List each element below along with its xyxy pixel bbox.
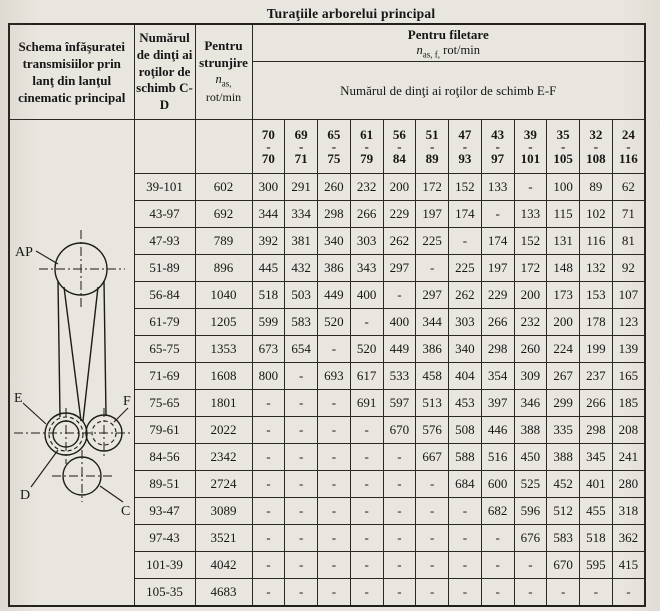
threading-speed-cell: 415 xyxy=(612,552,645,579)
threading-speed-cell: - xyxy=(481,579,514,606)
threading-speed-cell: 588 xyxy=(449,444,482,471)
ef-ratio-header: 51 - 89 xyxy=(416,120,449,174)
threading-speed-cell: 450 xyxy=(514,444,547,471)
threading-speed-cell: 518 xyxy=(252,282,285,309)
spindle-speed-table xyxy=(8,23,646,607)
threading-speed-cell: 344 xyxy=(416,309,449,336)
empty-cell xyxy=(195,120,252,174)
threading-speed-cell: - xyxy=(318,525,351,552)
threading-speed-cell: 597 xyxy=(383,390,416,417)
cd-teeth-cell: 93-47 xyxy=(134,498,195,525)
threading-speed-cell: 297 xyxy=(383,255,416,282)
threading-speed-cell: - xyxy=(449,525,482,552)
cd-teeth-cell: 39-101 xyxy=(134,174,195,201)
threading-speed-cell: - xyxy=(416,255,449,282)
turning-speed-cell: 2724 xyxy=(195,471,252,498)
threading-speed-cell: 684 xyxy=(449,471,482,498)
threading-title: Pentru filetare xyxy=(407,26,489,42)
threading-speed-cell: 266 xyxy=(350,201,383,228)
threading-speed-cell: 340 xyxy=(318,228,351,255)
threading-speed-cell: 346 xyxy=(514,390,547,417)
turning-speed-cell: 692 xyxy=(195,201,252,228)
turning-speed-cell: 1608 xyxy=(195,363,252,390)
threading-speed-cell: - xyxy=(350,525,383,552)
threading-speed-cell: 153 xyxy=(580,282,613,309)
ef-ratio-header: 39 - 101 xyxy=(514,120,547,174)
threading-speed-cell: 520 xyxy=(350,336,383,363)
threading-speed-cell: 667 xyxy=(416,444,449,471)
cd-teeth-cell: 101-39 xyxy=(134,552,195,579)
threading-speed-cell: 297 xyxy=(416,282,449,309)
threading-speed-cell: 508 xyxy=(449,417,482,444)
ef-ratio-header: 56 - 84 xyxy=(383,120,416,174)
chain-line xyxy=(104,281,106,415)
threading-speed-cell: - xyxy=(383,282,416,309)
threading-speed-cell: 115 xyxy=(547,201,580,228)
threading-speed-cell: - xyxy=(383,471,416,498)
threading-speed-cell: 185 xyxy=(612,390,645,417)
chain-line xyxy=(83,287,98,421)
turning-speed-cell: 1040 xyxy=(195,282,252,309)
threading-speed-cell: 599 xyxy=(252,309,285,336)
threading-speed-cell: 432 xyxy=(285,255,318,282)
threading-speed-cell: - xyxy=(318,417,351,444)
threading-speed-cell: 300 xyxy=(252,174,285,201)
threading-speed-cell: 452 xyxy=(547,471,580,498)
threading-speed-cell: - xyxy=(514,174,547,201)
threading-speed-cell: - xyxy=(416,525,449,552)
turning-speed-cell: 3521 xyxy=(195,525,252,552)
turning-title: Pentru strunjire xyxy=(199,38,248,70)
threading-speed-cell: 241 xyxy=(612,444,645,471)
threading-speed-cell: 445 xyxy=(252,255,285,282)
threading-speed-cell: - xyxy=(449,498,482,525)
threading-speed-cell: 518 xyxy=(580,525,613,552)
threading-speed-cell: 388 xyxy=(514,417,547,444)
turning-symbol: $n_{as,}$ xyxy=(215,72,232,89)
threading-speed-cell: - xyxy=(252,498,285,525)
ef-ratio-header: 69 - 71 xyxy=(285,120,318,174)
threading-speed-cell: 343 xyxy=(350,255,383,282)
turning-speed-cell: 896 xyxy=(195,255,252,282)
threading-speed-cell: 299 xyxy=(547,390,580,417)
threading-speed-cell: 224 xyxy=(547,336,580,363)
threading-speed-cell: - xyxy=(252,552,285,579)
threading-speed-cell: - xyxy=(547,579,580,606)
threading-speed-cell: 298 xyxy=(580,417,613,444)
label-c: C xyxy=(121,504,131,519)
threading-speed-header xyxy=(252,24,645,62)
threading-speed-cell: 381 xyxy=(285,228,318,255)
threading-speed-cell: 267 xyxy=(547,363,580,390)
threading-speed-cell: 174 xyxy=(449,201,482,228)
turning-unit: rot/min xyxy=(205,90,242,105)
threading-speed-cell: 298 xyxy=(481,336,514,363)
ef-ratio-header: 47 - 93 xyxy=(449,120,482,174)
threading-speed-cell: 200 xyxy=(547,309,580,336)
threading-speed-cell: 596 xyxy=(514,498,547,525)
threading-speed-cell: 102 xyxy=(580,201,613,228)
threading-speed-cell: 200 xyxy=(514,282,547,309)
threading-speed-cell: - xyxy=(383,444,416,471)
threading-speed-cell: - xyxy=(252,579,285,606)
threading-speed-cell: 123 xyxy=(612,309,645,336)
threading-speed-cell: - xyxy=(383,525,416,552)
threading-speed-cell: - xyxy=(481,201,514,228)
threading-speed-cell: 617 xyxy=(350,363,383,390)
threading-speed-cell: 309 xyxy=(514,363,547,390)
threading-speed-cell: 262 xyxy=(383,228,416,255)
threading-speed-cell: 404 xyxy=(449,363,482,390)
leader-c xyxy=(100,486,123,502)
label-f: F xyxy=(123,394,131,409)
threading-speed-cell: - xyxy=(612,579,645,606)
threading-speed-cell: - xyxy=(318,390,351,417)
ef-ratio-header: 61 - 79 xyxy=(350,120,383,174)
threading-speed-cell: - xyxy=(252,444,285,471)
ef-ratio-header: 43 - 97 xyxy=(481,120,514,174)
threading-speed-cell: 388 xyxy=(547,444,580,471)
threading-speed-cell: 199 xyxy=(580,336,613,363)
threading-speed-cell: 446 xyxy=(481,417,514,444)
threading-speed-cell: 453 xyxy=(449,390,482,417)
cd-teeth-cell: 51-89 xyxy=(134,255,195,282)
threading-speed-cell: - xyxy=(514,552,547,579)
ef-ratio-header: 65 - 75 xyxy=(318,120,351,174)
threading-speed-cell: 225 xyxy=(449,255,482,282)
threading-speed-cell: 89 xyxy=(580,174,613,201)
threading-speed-cell: 400 xyxy=(350,282,383,309)
threading-speed-cell: 148 xyxy=(547,255,580,282)
threading-speed-cell: - xyxy=(514,579,547,606)
threading-speed-cell: 318 xyxy=(612,498,645,525)
threading-speed-cell: 600 xyxy=(481,471,514,498)
threading-speed-cell: 362 xyxy=(612,525,645,552)
threading-speed-cell: 691 xyxy=(350,390,383,417)
threading-speed-cell: - xyxy=(416,579,449,606)
threading-speed-cell: - xyxy=(350,309,383,336)
threading-speed-cell: 516 xyxy=(481,444,514,471)
threading-speed-cell: 260 xyxy=(318,174,351,201)
threading-speed-cell: 520 xyxy=(318,309,351,336)
ef-ratio-header: 35 - 105 xyxy=(547,120,580,174)
threading-speed-cell: 232 xyxy=(350,174,383,201)
threading-speed-cell: 345 xyxy=(580,444,613,471)
turning-speed-cell: 1205 xyxy=(195,309,252,336)
threading-speed-cell: 132 xyxy=(580,255,613,282)
leader-ap xyxy=(36,251,58,264)
threading-speed-cell: 229 xyxy=(383,201,416,228)
threading-speed-cell: - xyxy=(350,552,383,579)
threading-speed-cell: 654 xyxy=(285,336,318,363)
threading-speed-cell: 152 xyxy=(514,228,547,255)
turning-speed-cell: 602 xyxy=(195,174,252,201)
threading-speed-cell: 116 xyxy=(580,228,613,255)
threading-speed-cell: 266 xyxy=(580,390,613,417)
cd-teeth-header: Numărul de dinţi ai roţilor de schimb C-D xyxy=(134,24,195,120)
threading-speed-cell: 392 xyxy=(252,228,285,255)
threading-speed-cell: - xyxy=(416,471,449,498)
threading-speed-cell: - xyxy=(449,228,482,255)
turning-speed-cell: 4042 xyxy=(195,552,252,579)
chain-diagram xyxy=(11,120,133,601)
speed-table-body xyxy=(9,24,645,606)
threading-speed-cell: 354 xyxy=(481,363,514,390)
threading-speed-cell: - xyxy=(350,417,383,444)
threading-speed-cell: 208 xyxy=(612,417,645,444)
threading-speed-cell: - xyxy=(481,552,514,579)
threading-speed-cell: 197 xyxy=(481,255,514,282)
threading-speed-cell: 172 xyxy=(416,174,449,201)
threading-speed-cell: 100 xyxy=(547,174,580,201)
threading-symbol: $n_{as, f,}$ rot/min xyxy=(416,42,480,60)
turning-speed-cell: 2342 xyxy=(195,444,252,471)
threading-speed-cell: 670 xyxy=(547,552,580,579)
threading-speed-cell: 81 xyxy=(612,228,645,255)
threading-speed-cell: 670 xyxy=(383,417,416,444)
leader-f xyxy=(114,408,128,422)
threading-speed-cell: - xyxy=(318,498,351,525)
threading-speed-cell: - xyxy=(416,552,449,579)
threading-speed-cell: 131 xyxy=(547,228,580,255)
threading-speed-cell: - xyxy=(285,579,318,606)
threading-speed-cell: - xyxy=(318,471,351,498)
threading-speed-cell: 62 xyxy=(612,174,645,201)
ef-ratio-header: 24 - 116 xyxy=(612,120,645,174)
turning-speed-cell: 4683 xyxy=(195,579,252,606)
turning-speed-cell: 1353 xyxy=(195,336,252,363)
threading-speed-cell: - xyxy=(285,525,318,552)
threading-speed-cell: 455 xyxy=(580,498,613,525)
threading-speed-cell: 174 xyxy=(481,228,514,255)
threading-speed-cell: 533 xyxy=(383,363,416,390)
cd-teeth-cell: 75-65 xyxy=(134,390,195,417)
threading-speed-cell: 260 xyxy=(514,336,547,363)
threading-speed-cell: 107 xyxy=(612,282,645,309)
threading-speed-cell: 172 xyxy=(514,255,547,282)
threading-speed-cell: 335 xyxy=(547,417,580,444)
threading-speed-cell: - xyxy=(285,552,318,579)
threading-speed-cell: 225 xyxy=(416,228,449,255)
threading-speed-cell: 800 xyxy=(252,363,285,390)
threading-speed-cell: 400 xyxy=(383,309,416,336)
threading-speed-cell: 71 xyxy=(612,201,645,228)
threading-speed-cell: 583 xyxy=(285,309,318,336)
threading-speed-cell: - xyxy=(383,552,416,579)
threading-speed-cell: 197 xyxy=(416,201,449,228)
threading-speed-cell: - xyxy=(350,498,383,525)
threading-speed-cell: 401 xyxy=(580,471,613,498)
threading-speed-cell: - xyxy=(252,471,285,498)
threading-speed-cell: - xyxy=(285,417,318,444)
threading-speed-cell: - xyxy=(285,471,318,498)
threading-speed-cell: - xyxy=(449,579,482,606)
threading-speed-cell: 262 xyxy=(449,282,482,309)
threading-speed-cell: 503 xyxy=(285,282,318,309)
threading-speed-cell: 165 xyxy=(612,363,645,390)
threading-speed-cell: 458 xyxy=(416,363,449,390)
threading-speed-cell: - xyxy=(318,552,351,579)
threading-speed-cell: - xyxy=(383,498,416,525)
leader-d xyxy=(31,450,58,487)
threading-speed-cell: - xyxy=(285,444,318,471)
threading-speed-cell: 583 xyxy=(547,525,580,552)
turning-speed-cell: 789 xyxy=(195,228,252,255)
turning-speed-cell: 3089 xyxy=(195,498,252,525)
threading-speed-cell: 673 xyxy=(252,336,285,363)
threading-speed-cell: 173 xyxy=(547,282,580,309)
gear-ratio-header-row xyxy=(9,120,645,174)
threading-speed-cell: 266 xyxy=(481,309,514,336)
threading-speed-cell: - xyxy=(580,579,613,606)
threading-speed-cell: 178 xyxy=(580,309,613,336)
cd-teeth-cell: 56-84 xyxy=(134,282,195,309)
threading-speed-cell: 152 xyxy=(449,174,482,201)
cd-teeth-cell: 43-97 xyxy=(134,201,195,228)
turning-speed-cell: 2022 xyxy=(195,417,252,444)
threading-speed-cell: - xyxy=(285,498,318,525)
label-e: E xyxy=(14,391,23,406)
label-d: D xyxy=(20,488,31,503)
threading-speed-cell: 133 xyxy=(514,201,547,228)
threading-speed-cell: - xyxy=(318,336,351,363)
threading-speed-cell: 449 xyxy=(383,336,416,363)
threading-speed-cell: - xyxy=(318,444,351,471)
threading-speed-cell: 92 xyxy=(612,255,645,282)
header-row-1 xyxy=(9,24,645,62)
cd-teeth-cell: 71-69 xyxy=(134,363,195,390)
threading-speed-cell: 449 xyxy=(318,282,351,309)
threading-speed-cell: 682 xyxy=(481,498,514,525)
threading-speed-cell: 298 xyxy=(318,201,351,228)
threading-speed-cell: - xyxy=(481,525,514,552)
threading-speed-cell: 513 xyxy=(416,390,449,417)
cd-teeth-cell: 61-79 xyxy=(134,309,195,336)
threading-speed-cell: 280 xyxy=(612,471,645,498)
threading-speed-cell: 139 xyxy=(612,336,645,363)
cd-teeth-cell: 84-56 xyxy=(134,444,195,471)
cd-teeth-cell: 89-51 xyxy=(134,471,195,498)
threading-speed-cell: - xyxy=(449,552,482,579)
ef-ratio-header: 70 - 70 xyxy=(252,120,285,174)
turning-speed-header xyxy=(195,24,252,120)
cd-teeth-cell: 65-75 xyxy=(134,336,195,363)
threading-speed-cell: - xyxy=(252,390,285,417)
threading-speed-cell: 512 xyxy=(547,498,580,525)
page-title: Turaţiile arborelui principal xyxy=(266,6,436,21)
cd-teeth-cell: 105-35 xyxy=(134,579,195,606)
threading-speed-cell: 200 xyxy=(383,174,416,201)
chain-line xyxy=(58,281,60,417)
threading-speed-cell: - xyxy=(383,579,416,606)
cd-teeth-cell: 97-43 xyxy=(134,525,195,552)
threading-speed-cell: 525 xyxy=(514,471,547,498)
threading-speed-cell: 386 xyxy=(416,336,449,363)
cd-teeth-cell: 47-93 xyxy=(134,228,195,255)
empty-cell xyxy=(134,120,195,174)
threading-speed-cell: 334 xyxy=(285,201,318,228)
threading-speed-cell: 576 xyxy=(416,417,449,444)
threading-speed-cell: - xyxy=(285,390,318,417)
threading-speed-cell: - xyxy=(318,579,351,606)
turning-speed-cell: 1801 xyxy=(195,390,252,417)
threading-speed-cell: - xyxy=(350,579,383,606)
threading-speed-cell: 693 xyxy=(318,363,351,390)
threading-speed-cell: 595 xyxy=(580,552,613,579)
threading-speed-cell: 133 xyxy=(481,174,514,201)
threading-speed-cell: 386 xyxy=(318,255,351,282)
threading-speed-cell: 229 xyxy=(481,282,514,309)
schema-header: Schema înfăşuratei transmisiilor prin lanţ din lanţul cinematic principal xyxy=(9,24,134,120)
threading-speed-cell: - xyxy=(252,525,285,552)
threading-speed-cell: 344 xyxy=(252,201,285,228)
threading-speed-cell: - xyxy=(350,444,383,471)
ef-ratio-header: 32 - 108 xyxy=(580,120,613,174)
threading-speed-cell: 340 xyxy=(449,336,482,363)
threading-speed-cell: 291 xyxy=(285,174,318,201)
threading-speed-cell: - xyxy=(416,498,449,525)
ef-teeth-header: Numărul de dinţi ai roţilor de schimb E-F xyxy=(252,62,645,120)
threading-speed-cell: 232 xyxy=(514,309,547,336)
diagram-cell xyxy=(9,120,134,607)
cd-teeth-cell: 79-61 xyxy=(134,417,195,444)
threading-speed-cell: 397 xyxy=(481,390,514,417)
chain-line xyxy=(64,287,81,421)
threading-speed-cell: 303 xyxy=(350,228,383,255)
leader-e xyxy=(23,403,46,424)
threading-speed-cell: - xyxy=(285,363,318,390)
threading-speed-cell: - xyxy=(350,471,383,498)
threading-speed-cell: - xyxy=(252,417,285,444)
threading-speed-cell: 303 xyxy=(449,309,482,336)
threading-speed-cell: 237 xyxy=(580,363,613,390)
label-ap: AP xyxy=(15,245,33,260)
threading-speed-cell: 676 xyxy=(514,525,547,552)
